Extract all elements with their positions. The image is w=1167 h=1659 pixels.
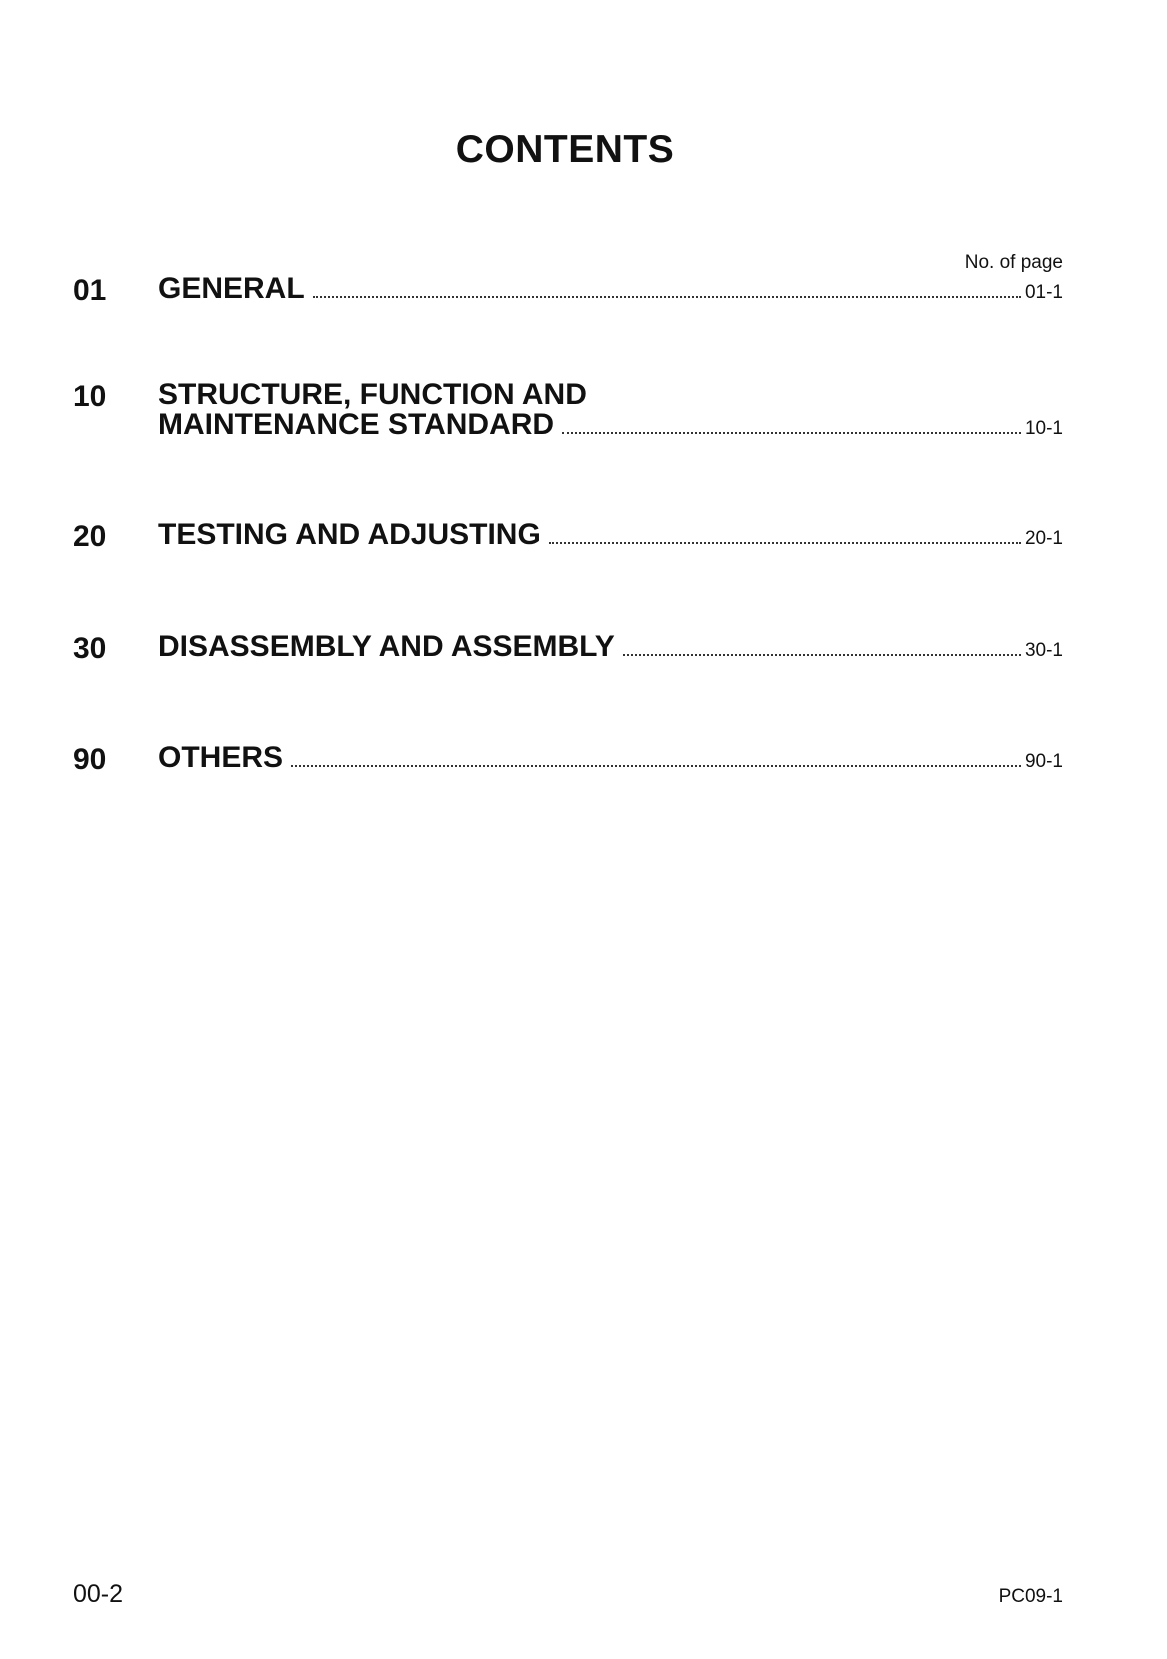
dot-leader [313, 295, 1021, 298]
toc-entry-structure[interactable] [73, 380, 1063, 450]
section-number: 01 [73, 274, 107, 307]
dot-leader [623, 653, 1021, 656]
page-reference: 30-1 [1024, 640, 1063, 661]
section-title: TESTING AND ADJUSTING [158, 518, 541, 551]
dot-leader [549, 541, 1021, 544]
footer-page-number: 00-2 [73, 1580, 124, 1608]
page-reference: 01-1 [1024, 282, 1063, 303]
toc-entry-general[interactable] [73, 274, 1063, 344]
page-reference: 20-1 [1024, 528, 1063, 549]
toc-entry-testing[interactable] [73, 520, 1063, 590]
section-title-line1: STRUCTURE, FUNCTION AND [158, 378, 587, 411]
toc-entry-others[interactable] [73, 743, 1063, 813]
toc-entry-disassembly[interactable] [73, 632, 1063, 702]
section-number: 20 [73, 520, 107, 553]
footer-model: PC09-1 [998, 1586, 1063, 1607]
dot-leader [291, 764, 1021, 767]
section-number: 30 [73, 632, 107, 665]
page-reference: 90-1 [1024, 751, 1063, 772]
section-title: MAINTENANCE STANDARD [158, 408, 555, 441]
section-title: OTHERS [158, 741, 284, 774]
page-column-label: No. of page [964, 252, 1063, 273]
section-number: 10 [73, 380, 107, 413]
section-title: GENERAL [158, 272, 305, 305]
page-title: CONTENTS [455, 128, 675, 171]
section-number: 90 [73, 743, 107, 776]
dot-leader [562, 431, 1021, 434]
section-title: DISASSEMBLY AND ASSEMBLY [158, 630, 615, 663]
page-reference: 10-1 [1024, 418, 1063, 439]
